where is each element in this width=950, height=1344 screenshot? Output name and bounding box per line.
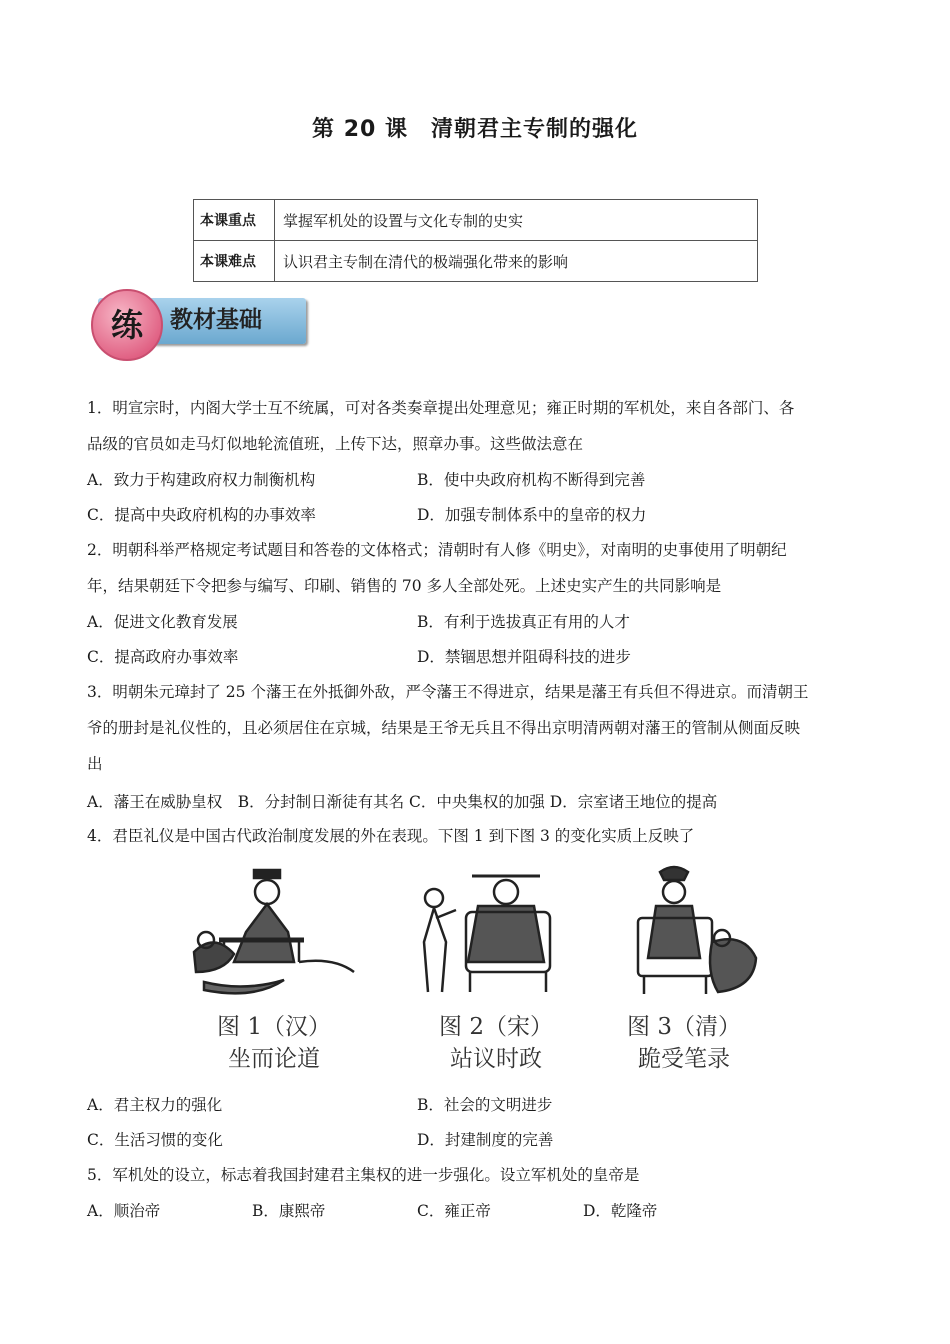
figure-1-caption-2: 坐而论道 [228, 1046, 320, 1072]
q1-option-d[interactable]: D．加强专制体系中的皇帝的权力 [417, 506, 647, 524]
question-line: 出 [87, 755, 103, 773]
q5-option-b[interactable]: B．康熙帝 [252, 1202, 326, 1220]
qing-court-illustration [594, 862, 774, 1002]
q2-option-d[interactable]: D．禁锢思想并阻碍科技的进步 [417, 648, 631, 666]
question-line: 2．明朝科举严格规定考试题目和答卷的文体格式；清朝时有人修《明史》，对南明的史事使用了明朝纪 [87, 541, 787, 559]
key-value-focus: 掌握军机处的设置与文化专制的史实 [275, 200, 758, 241]
figure-2-caption-1: 图 2（宋） [439, 1014, 553, 1040]
question-line: 5．军机处的设立，标志着我国封建君主集权的进一步强化。设立军机处的皇帝是 [87, 1166, 640, 1184]
q4-option-a[interactable]: A．君主权力的强化 [87, 1096, 223, 1114]
question-line: 1．明宣宗时，内阁大学士互不统属，可对各类奏章提出处理意见；雍正时期的军机处，来自各部门、各 [87, 399, 795, 417]
question-line: 品级的官员如走马灯似地轮流值班，上传下达，照章办事。这些做法意在 [87, 435, 584, 453]
key-points-table [193, 199, 758, 282]
q2-option-b[interactable]: B．有利于选拔真正有用的人才 [417, 613, 630, 631]
q5-option-d[interactable]: D．乾隆帝 [583, 1202, 658, 1220]
q2-option-c[interactable]: C．提高政府办事效率 [87, 648, 239, 666]
key-value-difficulty: 认识君主专制在清代的极端强化带来的影响 [275, 241, 758, 282]
key-row-difficulty [194, 241, 758, 282]
question-4 [87, 818, 862, 854]
figure-3 [594, 862, 774, 1080]
figure-1 [184, 862, 364, 1080]
figure-3-caption-2: 跪受笔录 [638, 1046, 730, 1072]
han-court-illustration [184, 862, 364, 1002]
question-line: 4．君臣礼仪是中国古代政治制度发展的外在表现。下图 1 到下图 3 的变化实质上反映了 [87, 827, 695, 845]
q4-option-b[interactable]: B．社会的文明进步 [417, 1096, 553, 1114]
question-3 [87, 674, 862, 782]
q5-option-c[interactable]: C．雍正帝 [417, 1202, 491, 1220]
q4-option-d[interactable]: D．封建制度的完善 [417, 1131, 554, 1149]
question-line: 3．明朝朱元璋封了 25 个藩王在外抵御外敌，严令藩王不得进京，结果是藩王有兵但不得进京。而清朝王 [87, 683, 809, 701]
q2-option-a[interactable]: A．促进文化教育发展 [87, 613, 238, 631]
key-label-difficulty: 本课难点 [194, 241, 275, 282]
figure-3-caption-1: 图 3（清） [627, 1014, 741, 1040]
key-label-focus: 本课重点 [194, 200, 275, 241]
key-row-focus [194, 200, 758, 241]
figure-2 [406, 862, 586, 1080]
question-2 [87, 532, 862, 604]
q1-option-c[interactable]: C．提高中央政府机构的办事效率 [87, 506, 316, 524]
q3-options[interactable]: A．藩王在威胁皇权 B．分封制日渐徒有其名 C．中央集权的加强 D．宗室诸王地位的提高 [87, 793, 718, 811]
question-line: 年，结果朝廷下令把参与编写、印刷、销售的 70 多人全部处死。上述史实产生的共同影响是 [87, 577, 722, 595]
question-line: 爷的册封是礼仪性的，且必须居住在京城，结果是王爷无兵且不得出京明清两朝对藩王的管制从侧面反映 [87, 719, 801, 737]
q1-option-b[interactable]: B．使中央政府机构不断得到完善 [417, 471, 646, 489]
question-5 [87, 1157, 862, 1193]
q1-option-a[interactable]: A．致力于构建政府权力制衡机构 [87, 471, 316, 489]
banner-label: 教材基础 [170, 307, 262, 333]
figure-1-caption-1: 图 1（汉） [217, 1014, 331, 1040]
figure-row [184, 862, 774, 1080]
section-banner [88, 292, 306, 354]
question-1 [87, 390, 862, 462]
song-court-illustration [406, 862, 586, 1002]
banner-circle-icon: 练 [91, 289, 163, 361]
q4-option-c[interactable]: C．生活习惯的变化 [87, 1131, 223, 1149]
page-title: 第 20 课 清朝君主专制的强化 [312, 117, 638, 142]
q5-option-a[interactable]: A．顺治帝 [87, 1202, 161, 1220]
figure-2-caption-2: 站议时政 [450, 1046, 542, 1072]
